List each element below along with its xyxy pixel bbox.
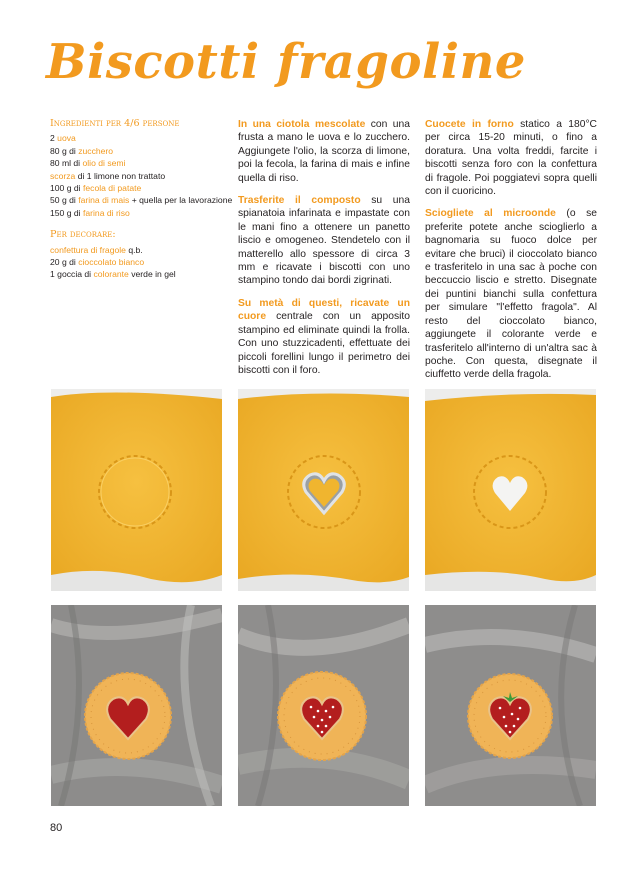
ingredient-name: fecola di patate: [82, 183, 142, 194]
step-2: [238, 194, 410, 288]
step-lead: Trasferite il composto: [238, 195, 361, 207]
photo-dough-heart-hole: [425, 389, 596, 591]
ingredient-item: [50, 157, 228, 169]
step-lead: Cuocete in forno: [425, 119, 514, 130]
step-text: statico a 180°C per circa 15-20 minuti, o fino a doratura. Una volta freddi, farcite i biscotti senza foro con la confettura di fragole. Poi poggiatevi sopra quelli con il cuoricino.: [425, 119, 597, 198]
photo-biscuit-white-dots: [238, 605, 409, 806]
ingredient-name: farina di riso: [82, 207, 130, 218]
ingredient-name: uova: [57, 133, 76, 144]
page-number: 80: [50, 822, 63, 834]
ingredient-item: [50, 256, 228, 268]
page-title: Biscotti fragoline: [46, 34, 526, 90]
ingredient-item: [50, 207, 228, 219]
ingredient-item: [50, 244, 228, 256]
step-lead: Sciogliete al microonde: [425, 208, 556, 220]
ingredient-item: [50, 145, 228, 157]
ingredient-item: [50, 182, 228, 194]
ingredient-name: olio di semi: [82, 158, 126, 169]
ingredients-list: [50, 118, 233, 281]
ingredient-qty: 100 g di: [50, 183, 83, 194]
step-4: [425, 118, 597, 198]
ingredient-name: cioccolato bianco: [78, 257, 145, 268]
ingredient-note: + quella per la lavorazione: [129, 195, 233, 206]
decor-heading: Per decorare:: [50, 229, 116, 241]
photo-biscuit-strawberry: [425, 605, 596, 806]
step-1: [238, 118, 410, 185]
ingredient-item: [50, 170, 228, 182]
ingredient-note: q.b.: [125, 244, 143, 255]
ingredient-item: [50, 268, 228, 280]
ingredient-qty: 150 g di: [50, 207, 83, 218]
step-text: centrale con un apposito stampino ed eliminate quindi la frolla. Con uno stuzzicadenti, effettuate dei piccoli forellini lungo il perimetro dei biscotti con il foro.: [238, 311, 410, 376]
ingredient-qty: 50 g di: [50, 195, 79, 206]
ingredient-note: di 1 limone non trattato: [75, 170, 166, 181]
steps-column-1: [238, 118, 410, 386]
photo-dough-heart-cutter: [238, 389, 409, 591]
ingredient-name: colorante: [93, 269, 129, 280]
step-3: [238, 297, 410, 377]
ingredient-name: scorza: [50, 170, 76, 181]
ingredient-qty: 20 g di: [50, 257, 79, 268]
ingredient-name: zucchero: [78, 145, 114, 156]
photo-dough-round-cut: [51, 389, 222, 591]
step-lead: In una ciotola mescolate: [238, 119, 366, 130]
ingredient-item: [50, 132, 228, 144]
ingredient-name: confettura di fragole: [50, 244, 126, 255]
step-lead: Su metà di questi, ricavate un cuore: [238, 297, 410, 323]
steps-column-2: [425, 118, 597, 391]
ingredient-qty: 80 g di: [50, 145, 79, 156]
ingredient-qty: 1 goccia di: [50, 269, 94, 280]
step-5: [425, 207, 597, 381]
ingredient-qty: 80 ml di: [50, 158, 83, 169]
ingredient-note: verde in gel: [128, 269, 176, 280]
step-text: (o se preferite potete anche scioglierlo a bagnomaria su fuoco dolce per evitare che bruci) il cioccolato bianco e trasferitelo in una sac à poche con beccuccio liscio e stretto. Disegnate dei puntini bianchi sulla confettura per simulare "l'effetto fragola". Al resto del cioccolato bianco, aggiungete il colorante verde e trasferitelo all'interno di un'altra sac à poche. Con questa, disegnate il ciuffetto verde della fragola.: [425, 208, 597, 381]
ingredients-heading: Ingredienti per 4/6 persone: [50, 118, 180, 129]
ingredient-qty: 2: [50, 133, 58, 144]
photo-biscuit-jam: [51, 605, 222, 806]
step-text: su una spianatoia infarinata e impastate con le mani fino a ottenere un panetto liscio e omogeneo. Stendetelo con il matterello allo spessore di circa 3 mm e ricavate i biscotti con uno stampino tondo dai bordi zigrinati.: [238, 195, 410, 287]
ingredient-item: [50, 194, 233, 206]
step-text: con una frusta a mano le uova e lo zucchero. Aggiungete l'olio, la scorza di limone, poi la fecola, la farina di mais e infine quella di riso.: [238, 119, 410, 184]
ingredient-name: farina di mais: [78, 195, 130, 206]
